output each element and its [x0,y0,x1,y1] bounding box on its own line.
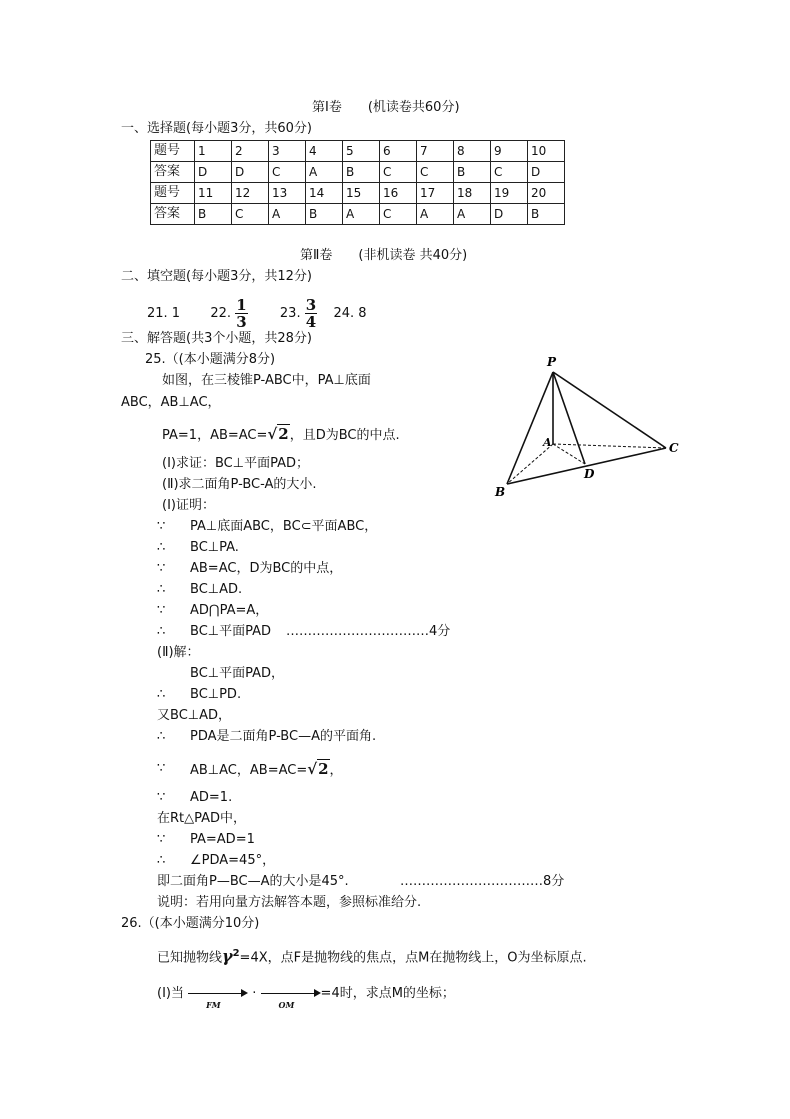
solution-step: ∠PDA=45°， [190,853,276,868]
q25-ask2: (Ⅱ)求二面角P-BC-A的大小. [162,477,317,492]
table-cell: 9 [491,141,528,162]
label-A: A [543,436,552,449]
table-cell: A [417,204,454,225]
q26-statement-tail: =4X，点F是抛物线的焦点，点M在抛物线上，O为坐标原点. [239,950,587,966]
table-cell: 5 [343,141,380,162]
solution-step: PDA是二面角P-BC—A的平面角. [190,729,377,744]
table-cell: C [380,162,417,183]
scoring-note: 说明：若用向量方法解答本题，参照标准给分. [157,895,422,910]
table-cell: B [343,162,380,183]
q25-title: 25.（(本小题满分8分) [145,352,276,367]
fraction-one-third [235,297,247,330]
solution-label: (Ⅱ)解： [157,645,200,660]
therefore-symbol: ∴ [157,540,166,555]
solution-step: PA=AD=1 [190,832,255,847]
row-label: 答案 [151,162,195,183]
edge-AD [553,444,585,464]
solution-step: BC⊥PD. [190,687,242,702]
table-cell: 1 [195,141,232,162]
edge-PC [553,372,666,448]
table-cell: B [306,204,343,225]
fraction-denominator: 4 [305,313,317,331]
q26-ask1-text: (Ⅰ)当 [157,986,184,1001]
solution-step [190,761,343,779]
label-D: D [584,467,595,481]
table-cell: C [380,204,417,225]
part2-heading: 第Ⅱ卷 (非机读卷 共40分) [300,248,468,263]
score-marker-8: ……………………………8分 [400,874,565,889]
table-row [151,141,565,162]
table-row [151,162,565,183]
dot-operator: · [252,986,257,1001]
proof-step-text: PA⊥底面ABC，BC⊂平面ABC， [190,519,378,534]
table-cell: 7 [417,141,454,162]
therefore-symbol: ∴ [157,687,166,702]
label-B: B [495,485,506,499]
table-row [151,183,565,204]
q25-given-tail: ，且D为BC的中点. [289,428,400,443]
vector-line [188,993,242,994]
proof-step [157,624,165,640]
table-cell: D [232,162,269,183]
fraction-three-quarters [305,297,317,330]
vector-label: OM [278,999,295,1010]
table-cell: 8 [454,141,491,162]
choice-section-title: 一、选择题(每小题3分，共60分) [121,121,312,136]
proof-step [157,561,165,577]
q25-statement-line2: ABC，AB⊥AC， [121,395,221,410]
because-symbol: ∵ [157,761,166,776]
label-C: C [669,441,679,455]
solution-step-text: AB⊥AC，AB=AC= [190,763,308,778]
q25-ask1: (I)求证：BC⊥平面PAD； [162,456,309,471]
fraction-numerator: 3 [305,296,317,314]
table-cell: B [528,204,565,225]
table-cell: 2 [232,141,269,162]
because-symbol: ∵ [157,832,166,847]
arrowhead-icon [241,989,248,997]
label-P: P [547,355,557,369]
table-cell: B [454,162,491,183]
proof-label: (I)证明： [162,498,215,513]
table-cell: D [491,204,528,225]
proof-step [157,582,165,598]
edge-PD [553,372,585,464]
table-cell: 6 [380,141,417,162]
fill-section-title: 二、填空题(每小题3分，共12分) [121,269,312,284]
q26-ask1 [157,984,455,1010]
q26-title: 26.（(本小题满分10分) [121,916,260,931]
table-cell: D [195,162,232,183]
table-cell: 15 [343,183,380,204]
table-cell: 14 [306,183,343,204]
row-label: 答案 [151,204,195,225]
gamma-symbol: γ [222,946,233,966]
fraction-denominator: 3 [236,313,247,331]
table-cell: 20 [528,183,565,204]
vector-FM [188,987,248,1010]
table-cell: C [232,204,269,225]
answer-24: 24. 8 [333,306,367,321]
answer-23-label: 23. [279,306,301,321]
arrowhead-icon [314,989,321,997]
therefore-symbol: ∴ [157,853,166,868]
edge-AC [553,444,666,448]
table-cell: C [417,162,454,183]
because-symbol: ∵ [157,519,166,534]
proof-step-text: BC⊥AD. [190,582,243,597]
table-cell: B [195,204,232,225]
proof-step-text: AB=AC，D为BC的中点， [190,561,343,576]
part1-heading: 第Ⅰ卷 (机读卷共60分) [312,100,460,115]
because-symbol: ∵ [157,603,166,618]
row-label: 题号 [151,183,195,204]
because-symbol: ∵ [157,790,166,805]
table-cell: A [269,204,306,225]
vector-OM [261,987,321,1010]
table-cell: 18 [454,183,491,204]
table-cell: 13 [269,183,306,204]
table-cell: 17 [417,183,454,204]
table-row [151,204,565,225]
table-cell: A [343,204,380,225]
table-cell: 10 [528,141,565,162]
score-marker-4: ……………………………4分 [286,624,451,639]
fraction-numerator: 1 [236,296,247,314]
q26-statement-text: 已知抛物线 [157,950,223,966]
answer-21: 21. 1 [147,306,181,321]
fill-answers [147,292,367,336]
radicand: 2 [278,425,289,443]
table-cell: C [491,162,528,183]
proof-step [157,603,165,619]
solution-step: AD=1. [190,790,233,805]
solve-section-title: 三、解答题(共3个小题，共28分) [121,331,312,346]
proof-step [157,540,165,556]
answer-22-label: 22. [210,306,232,321]
answer-table [150,140,565,225]
radicand: 2 [318,760,329,778]
table-cell: 11 [195,183,232,204]
table-cell: A [306,162,343,183]
proof-step-text: BC⊥平面PAD [190,624,272,639]
row-label: 题号 [151,141,195,162]
sqrt-two: √2 [307,760,329,778]
solution-conclusion: 即二面角P—BC—A的大小是45°. [157,874,349,889]
table-cell: 3 [269,141,306,162]
table-cell: 16 [380,183,417,204]
therefore-symbol: ∴ [157,729,166,744]
solution-step-tail: ， [329,763,343,778]
solution-step: 在Rt△PAD中， [157,811,247,826]
edge-PB [507,372,553,484]
proof-step-text: AD⋂PA=A， [190,603,269,618]
therefore-symbol: ∴ [157,624,166,639]
table-cell: C [269,162,306,183]
vector-label: FM [206,999,221,1010]
sqrt-two: √2 [267,425,289,443]
table-cell: D [528,162,565,183]
q26-statement [157,944,587,968]
vector-line [261,993,315,994]
q26-ask1-tail: =4时，求点M的坐标； [320,986,455,1001]
because-symbol: ∵ [157,561,166,576]
table-cell: 19 [491,183,528,204]
proof-step [157,519,165,535]
solution-step: BC⊥平面PAD， [190,666,285,681]
solution-step: 又BC⊥AD， [157,708,231,723]
pyramid-figure [488,350,688,500]
therefore-symbol: ∴ [157,582,166,597]
table-cell: A [454,204,491,225]
q25-given: PA=1，AB=AC= [162,428,268,443]
q25-statement-line1: 如图，在三棱锥P-ABC中，PA⊥底面 [162,373,371,388]
proof-step-text: BC⊥PA. [190,540,239,555]
q25-statement-line3 [162,426,400,444]
table-cell: 4 [306,141,343,162]
table-cell: 12 [232,183,269,204]
exponent: 2 [232,948,240,959]
